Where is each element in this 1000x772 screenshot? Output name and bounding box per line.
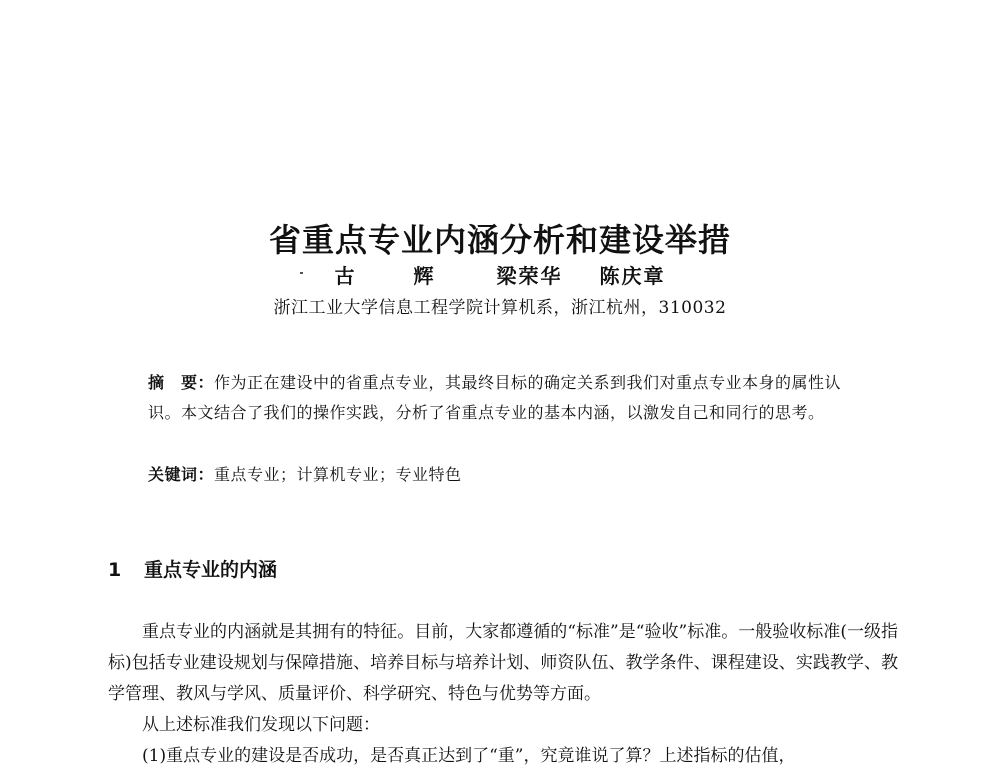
author-name: 梁荣华 [496, 264, 563, 288]
abstract [148, 368, 868, 428]
keywords-label: 关键词： [148, 465, 215, 484]
author-list [0, 260, 1000, 289]
paper-title: 省重点专业内涵分析和建设举措 [268, 221, 731, 260]
body-paragraph: (1)重点专业的建设是否成功，是否真正达到了“重”，究竟谁说了算？上述指标的估值， [142, 746, 796, 766]
section-heading [108, 555, 277, 582]
section-title: 重点专业的内涵 [144, 559, 278, 581]
author-name: 古 辉 [334, 264, 460, 288]
affiliation: 浙江工业大学信息工程学院计算机系，浙江杭州，310032 [273, 298, 727, 318]
body-paragraph: 重点专业的内涵就是其拥有的特征。目前，大家都遵循的“标准”是“验收”标准。一般验收标准(一级指标)包括专业建设规划与保障措施、培养目标与培养计划、师资队伍、教学条件、课程建设、实践教学、教学管理、教风与学风、质量评价、科学研究、特色与优势等方面。 [108, 622, 898, 704]
author-name: 陈庆章 [599, 264, 666, 288]
body-paragraph: 从上述标准我们发现以下问题： [142, 715, 380, 735]
keywords-text: 重点专业；计算机专业；专业特色 [214, 465, 462, 484]
keywords [148, 462, 868, 485]
body-text [108, 617, 898, 772]
abstract-label: 摘 要： [148, 373, 215, 392]
section-number: 1 [108, 559, 122, 581]
abstract-text: 作为正在建设中的省重点专业，其最终目标的确定关系到我们对重点专业本身的属性认识。本文结合了我们的操作实践，分析了省重点专业的基本内涵，以激发自己和同行的思考。 [148, 373, 842, 422]
